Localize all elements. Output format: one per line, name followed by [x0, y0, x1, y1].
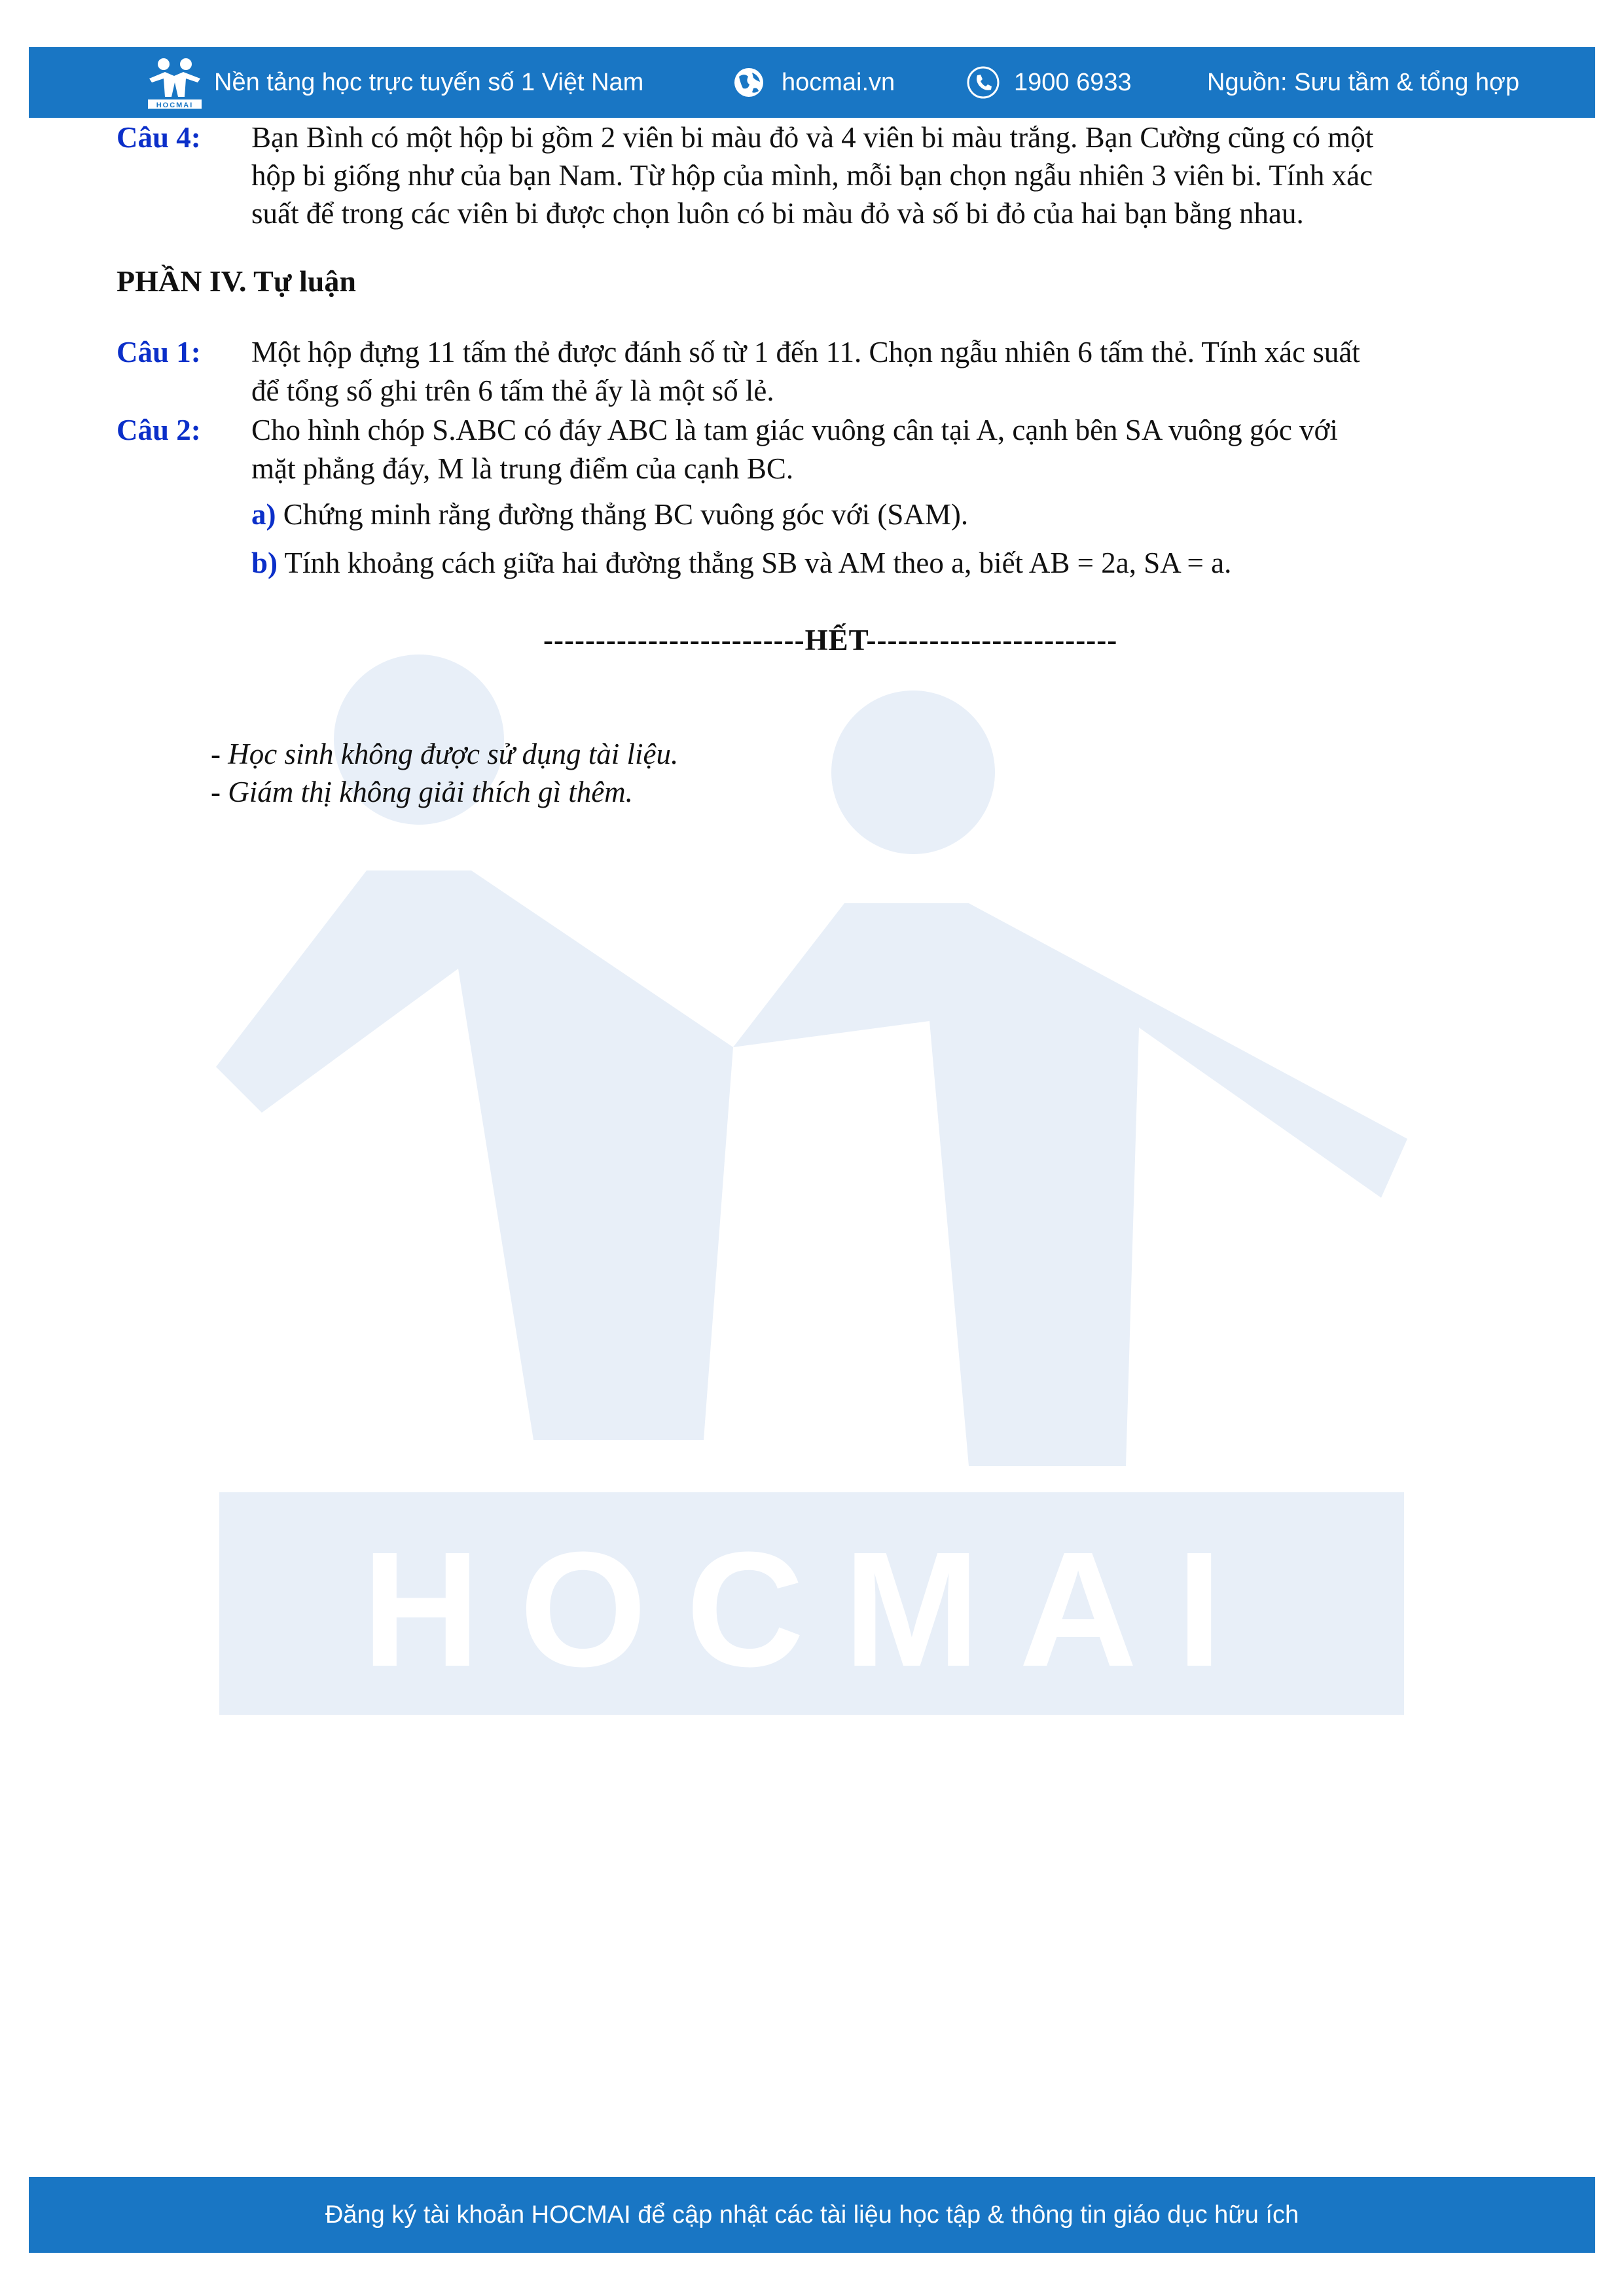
watermark-text: HOCMAI: [362, 1518, 1261, 1700]
note-line-1: - Học sinh không được sử dụng tài liệu.: [211, 738, 679, 770]
part-a-label: a): [251, 498, 276, 531]
question-2-part-a: [251, 495, 968, 534]
header-website-link[interactable]: hocmai.vn: [782, 68, 895, 96]
question-2-label: Câu 2:: [117, 414, 201, 446]
question-1-line-2: để tổng số ghi trên 6 tấm thẻ ấy là một số lẻ.: [251, 374, 774, 407]
header-tagline: Nền tảng học trực tuyến số 1 Việt Nam: [214, 68, 644, 96]
question-1-line-1: Một hộp đựng 11 tấm thẻ được đánh số từ 1 đến 11. Chọn ngẫu nhiên 6 tấm thẻ. Tính xác suất: [251, 336, 1360, 368]
question-2-line-2: mặt phẳng đáy, M là trung điểm của cạnh BC.: [251, 452, 794, 485]
question-4-line-2: hộp bi giống như của bạn Nam. Từ hộp của mình, mỗi bạn chọn ngẫu nhiên 3 viên bi. Tính xác: [251, 159, 1373, 192]
footer-text[interactable]: Đăng ký tài khoản HOCMAI để cập nhật các tài liệu học tập & thông tin giáo dục hữu ích: [325, 2200, 1299, 2229]
question-2-part-b: [251, 543, 1231, 583]
question-2-line-1: Cho hình chóp S.ABC có đáy ABC là tam giác vuông cân tại A, cạnh bên SA vuông góc với: [251, 414, 1338, 446]
footer-bar: [29, 2177, 1595, 2253]
header-source: Nguồn: Sưu tầm & tổng hợp: [1207, 68, 1520, 96]
header-phone[interactable]: 1900 6933: [1014, 68, 1132, 96]
logo-text: HOCMAI: [156, 101, 194, 109]
note-line-2: - Giám thị không giải thích gì thêm.: [211, 776, 633, 808]
part-a-text: Chứng minh rằng đường thẳng BC vuông góc với (SAM).: [283, 498, 969, 531]
question-4-line-3: suất để trong các viên bi được chọn luôn có bi màu đỏ và số bi đỏ của hai bạn bằng nhau.: [251, 197, 1304, 230]
question-1-label: Câu 1:: [117, 336, 201, 368]
end-marker: -------------------------HẾT------------------------: [543, 624, 1118, 656]
question-4-label: Câu 4:: [117, 121, 201, 154]
part-b-label: b): [251, 547, 278, 579]
question-4-line-1: Bạn Bình có một hộp bi gồm 2 viên bi màu đỏ và 4 viên bi màu trắng. Bạn Cường cũng có một: [251, 121, 1374, 154]
part-b-text: Tính khoảng cách giữa hai đường thẳng SB và AM theo a, biết AB = 2a, SA = a.: [284, 547, 1232, 579]
section-title: PHẦN IV. Tự luận: [117, 264, 356, 298]
